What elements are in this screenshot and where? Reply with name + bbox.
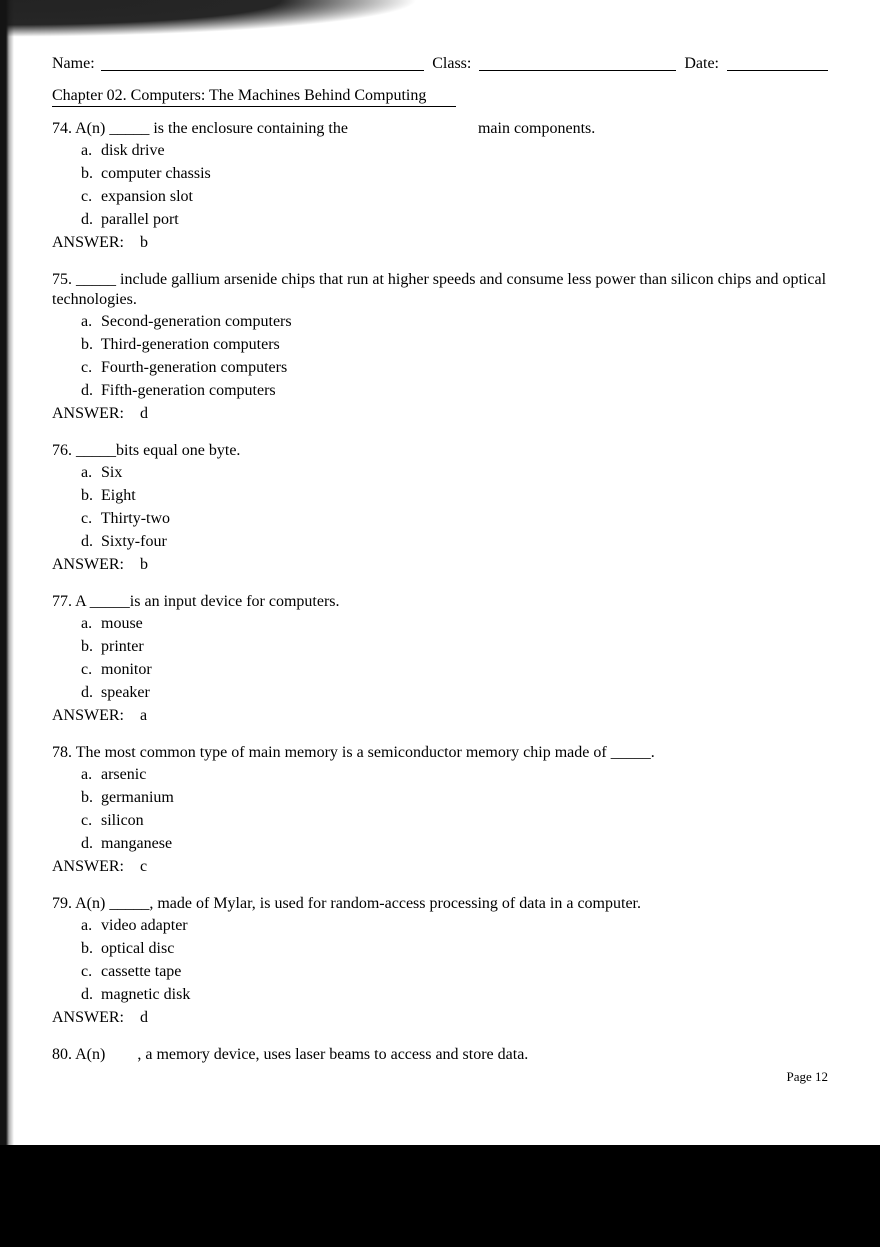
option-c bbox=[52, 509, 828, 529]
answer-label: ANSWER: bbox=[52, 1009, 124, 1026]
option-b bbox=[52, 164, 828, 184]
question-number: 80. bbox=[52, 1046, 72, 1063]
option-letter: b. bbox=[81, 336, 93, 353]
question-80 bbox=[52, 1045, 828, 1065]
option-letter: c. bbox=[81, 510, 93, 527]
option-text: computer chassis bbox=[101, 165, 211, 182]
option-c bbox=[52, 962, 828, 982]
question-75 bbox=[52, 270, 828, 424]
option-text: Second-generation computers bbox=[101, 313, 292, 330]
option-c bbox=[52, 811, 828, 831]
option-text: expansion slot bbox=[101, 188, 193, 205]
answer-label: ANSWER: bbox=[52, 858, 124, 875]
option-text: Third-generation computers bbox=[100, 336, 280, 353]
answer-value: b bbox=[140, 556, 148, 573]
option-letter: d. bbox=[81, 211, 93, 228]
class-blank-line bbox=[479, 56, 676, 71]
name-blank-line bbox=[101, 56, 425, 71]
option-a bbox=[52, 916, 828, 936]
option-c bbox=[52, 660, 828, 680]
option-text: Six bbox=[101, 464, 123, 481]
option-text: speaker bbox=[101, 684, 150, 701]
class-label: Class: bbox=[432, 55, 472, 72]
question-number: 77. bbox=[52, 593, 72, 610]
option-text: Fourth-generation computers bbox=[101, 359, 288, 376]
question-number: 75. bbox=[52, 271, 72, 288]
option-text: Sixty-four bbox=[101, 533, 167, 550]
option-letter: a. bbox=[81, 615, 93, 632]
question-list bbox=[52, 119, 828, 1065]
option-letter: d. bbox=[81, 684, 93, 701]
question-number: 74. bbox=[52, 120, 72, 137]
option-text: cassette tape bbox=[101, 963, 182, 980]
question-79 bbox=[52, 894, 828, 1028]
option-a bbox=[52, 614, 828, 634]
answer-label: ANSWER: bbox=[52, 556, 124, 573]
answer-value: d bbox=[140, 1009, 148, 1026]
question-number: 79. bbox=[52, 895, 72, 912]
option-letter: c. bbox=[81, 812, 93, 829]
option-letter: d. bbox=[81, 835, 93, 852]
option-d bbox=[52, 683, 828, 703]
answer-value: b bbox=[140, 234, 148, 251]
answer-line bbox=[52, 857, 828, 877]
option-d bbox=[52, 381, 828, 401]
question-number: 76. bbox=[52, 442, 72, 459]
question-stem-continued: , a memory device, uses laser beams to access and store data. bbox=[137, 1046, 529, 1063]
answer-line bbox=[52, 555, 828, 575]
question-78 bbox=[52, 743, 828, 877]
option-a bbox=[52, 141, 828, 161]
option-text: Fifth-generation computers bbox=[101, 382, 276, 399]
answer-line bbox=[52, 233, 828, 253]
answer-line bbox=[52, 706, 828, 726]
question-number: 78. bbox=[52, 744, 72, 761]
option-letter: b. bbox=[81, 789, 93, 806]
option-letter: c. bbox=[81, 661, 93, 678]
option-b bbox=[52, 939, 828, 959]
option-d bbox=[52, 834, 828, 854]
option-text: optical disc bbox=[101, 940, 175, 957]
option-a bbox=[52, 463, 828, 483]
question-stem: A(n) _____ is the enclosure containing the bbox=[75, 120, 348, 137]
answer-label: ANSWER: bbox=[52, 707, 124, 724]
option-text: arsenic bbox=[101, 766, 147, 783]
option-d bbox=[52, 532, 828, 552]
option-letter: b. bbox=[81, 638, 93, 655]
option-c bbox=[52, 358, 828, 378]
question-text bbox=[52, 1045, 828, 1065]
option-text: silicon bbox=[101, 812, 144, 829]
answer-value: a bbox=[140, 707, 148, 724]
option-letter: d. bbox=[81, 533, 93, 550]
question-text bbox=[52, 894, 828, 914]
answer-value: c bbox=[140, 858, 148, 875]
question-stem: _____bits equal one byte. bbox=[76, 442, 241, 459]
date-blank-line bbox=[727, 56, 828, 71]
question-stem: The most common type of main memory is a semiconductor memory chip made of _____. bbox=[75, 744, 655, 761]
scan-edge-left bbox=[0, 0, 14, 1145]
question-76 bbox=[52, 441, 828, 575]
option-text: Eight bbox=[101, 487, 136, 504]
option-c bbox=[52, 187, 828, 207]
answer-line bbox=[52, 1008, 828, 1028]
option-b bbox=[52, 335, 828, 355]
option-letter: d. bbox=[81, 382, 93, 399]
question-77 bbox=[52, 592, 828, 726]
chapter-title: Chapter 02. Computers: The Machines Behind Computing bbox=[52, 86, 456, 107]
option-a bbox=[52, 765, 828, 785]
option-text: manganese bbox=[101, 835, 173, 852]
name-label: Name: bbox=[52, 55, 95, 72]
answer-value: d bbox=[140, 405, 148, 422]
option-letter: a. bbox=[81, 917, 93, 934]
question-stem: _____ include gallium arsenide chips that run at higher speeds and consume less power than silicon chips and optical technologies. bbox=[52, 271, 827, 308]
option-letter: c. bbox=[81, 359, 93, 376]
option-letter: a. bbox=[81, 464, 93, 481]
option-letter: d. bbox=[81, 986, 93, 1003]
question-stem: A(n) bbox=[75, 1046, 106, 1063]
question-stem-continued: main components. bbox=[477, 120, 596, 137]
option-letter: a. bbox=[81, 766, 93, 783]
option-letter: b. bbox=[81, 940, 93, 957]
option-letter: b. bbox=[81, 165, 93, 182]
question-text bbox=[52, 119, 828, 139]
option-d bbox=[52, 210, 828, 230]
question-stem: A _____is an input device for computers. bbox=[75, 593, 340, 610]
question-text bbox=[52, 592, 828, 612]
option-text: video adapter bbox=[101, 917, 188, 934]
scan-black-bottom-bar bbox=[0, 1145, 880, 1247]
question-text bbox=[52, 270, 828, 310]
page-number: Page 12 bbox=[786, 1069, 828, 1084]
option-letter: c. bbox=[81, 188, 93, 205]
question-text bbox=[52, 743, 828, 763]
option-b bbox=[52, 788, 828, 808]
option-text: magnetic disk bbox=[101, 986, 191, 1003]
option-b bbox=[52, 486, 828, 506]
question-stem: A(n) _____, made of Mylar, is used for random-access processing of data in a computer. bbox=[75, 895, 641, 912]
option-text: printer bbox=[101, 638, 144, 655]
question-74 bbox=[52, 119, 828, 253]
option-letter: a. bbox=[81, 313, 93, 330]
answer-label: ANSWER: bbox=[52, 405, 124, 422]
option-text: disk drive bbox=[101, 142, 165, 159]
option-text: germanium bbox=[101, 789, 174, 806]
answer-label: ANSWER: bbox=[52, 234, 124, 251]
option-letter: c. bbox=[81, 963, 93, 980]
date-label: Date: bbox=[684, 55, 719, 72]
question-text bbox=[52, 441, 828, 461]
option-text: parallel port bbox=[101, 211, 179, 228]
option-letter: a. bbox=[81, 142, 93, 159]
option-letter: b. bbox=[81, 487, 93, 504]
answer-line bbox=[52, 404, 828, 424]
option-d bbox=[52, 985, 828, 1005]
header-fill-in-row bbox=[52, 54, 828, 74]
option-b bbox=[52, 637, 828, 657]
option-text: monitor bbox=[101, 661, 152, 678]
option-a bbox=[52, 312, 828, 332]
option-text: mouse bbox=[101, 615, 143, 632]
option-text: Thirty-two bbox=[100, 510, 171, 527]
